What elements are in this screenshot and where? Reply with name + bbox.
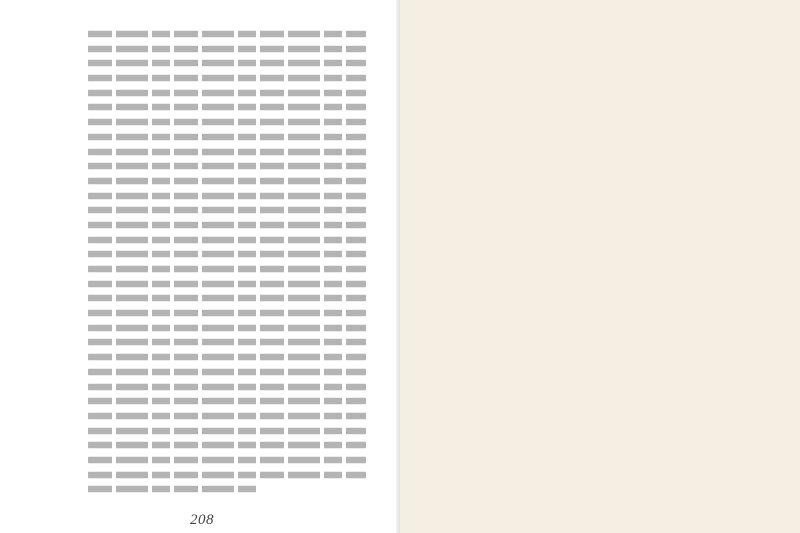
text-line xyxy=(88,442,366,449)
text-line xyxy=(88,45,366,52)
text-line xyxy=(88,119,366,126)
right-page xyxy=(400,0,800,533)
text-line xyxy=(88,369,366,376)
text-line xyxy=(88,251,366,258)
text-line xyxy=(88,295,366,302)
page-number: 208 xyxy=(190,512,214,528)
text-line xyxy=(88,31,366,38)
text-line xyxy=(88,178,366,185)
text-line xyxy=(88,192,366,199)
text-line xyxy=(88,486,260,493)
text-column xyxy=(88,28,366,496)
text-line xyxy=(88,163,366,170)
text-line xyxy=(88,398,366,405)
text-line xyxy=(88,310,366,317)
text-line xyxy=(88,236,366,243)
text-line xyxy=(88,60,366,67)
text-line xyxy=(88,339,366,346)
text-line xyxy=(88,471,366,478)
text-line xyxy=(88,324,366,331)
text-line xyxy=(88,280,366,287)
text-line xyxy=(88,413,366,420)
text-line xyxy=(88,383,366,390)
text-line xyxy=(88,427,366,434)
text-line xyxy=(88,457,366,464)
text-line xyxy=(88,266,366,273)
text-line xyxy=(88,134,366,141)
text-line xyxy=(88,104,366,111)
text-line xyxy=(88,222,366,229)
text-line xyxy=(88,89,366,96)
text-line xyxy=(88,354,366,361)
text-line xyxy=(88,148,366,155)
text-line xyxy=(88,75,366,82)
text-line xyxy=(88,207,366,214)
